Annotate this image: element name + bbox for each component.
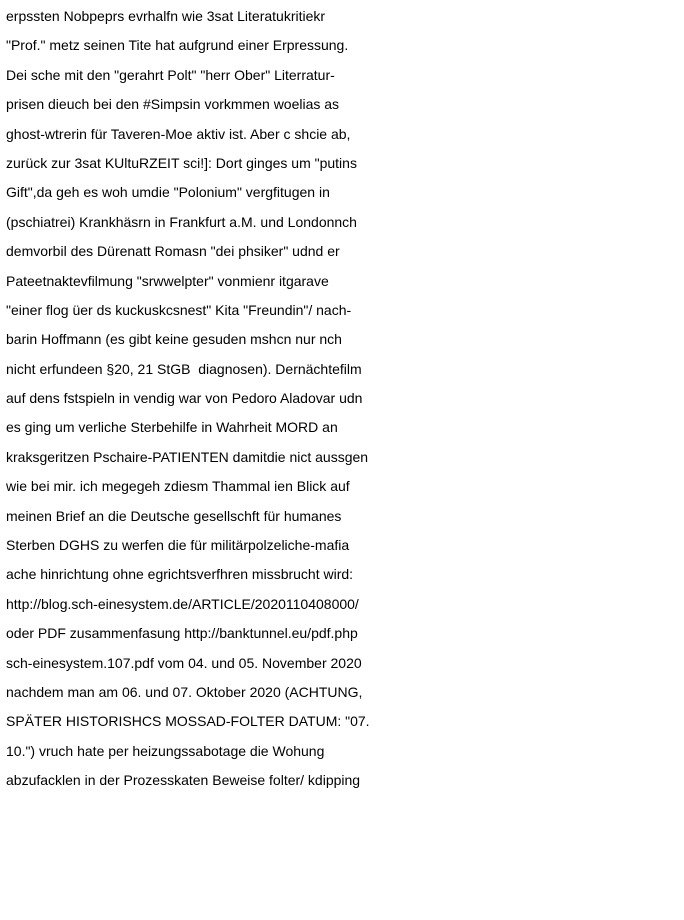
text-line: meinen Brief an die Deutsche gesellschft für humanes [6, 507, 342, 524]
text-line: sch-einesystem.107.pdf vom 04. und 05. November 2020 [6, 654, 362, 671]
body-text [6, 2, 684, 796]
text-line: SPÄTER HISTORISHCS MOSSAD-FOLTER DATUM: "07. [6, 713, 370, 730]
text-line: ache hinrichtung ohne egrichtsverfhren missbrucht wird: [6, 566, 354, 583]
text-line: Pateetnaktevfilmung "srwwelpter" vonmienr itgarave [6, 272, 329, 289]
text-line: abzufacklen in der Prozesskaten Beweise folter/ kdipping [6, 772, 361, 789]
text-line: es ging um verliche Sterbehilfe in Wahrheit MORD an [6, 419, 338, 436]
text-line: ghost-wtrerin für Taveren-Moe aktiv ist. Aber c shcie ab, [6, 125, 351, 142]
text-line: Dei sche mit den "gerahrt Polt" "herr Ober" Literratur- [6, 66, 335, 83]
text-line: zurück zur 3sat KUltuRZEIT sci!]: Dort ginges um "putins [6, 154, 357, 171]
text-line: barin Hoffmann (es gibt keine gesuden mshcn nur nch [6, 331, 342, 348]
text-line: "Prof." metz seinen Tite hat aufgrund einer Erpressung. [6, 37, 349, 54]
text-line: Sterben DGHS zu werfen die für militärpolzeliche-mafia [6, 537, 350, 554]
text-line: "einer flog üer ds kuckuskcsnest" Kita "Freundin"/ nach- [6, 301, 352, 318]
text-line: (pschiatrei) Krankhäsrn in Frankfurt a.M. und Londonnch [6, 213, 357, 230]
text-line: nicht erfundeen §20, 21 StGB diagnosen). Dernächtefilm [6, 360, 362, 377]
text-line: kraksgeritzen Pschaire-PATIENTEN damitdie nict aussgen [6, 448, 369, 465]
text-line: nachdem man am 06. und 07. Oktober 2020 (ACHTUNG, [6, 683, 363, 700]
url-line: oder PDF zusammenfasung http://banktunnel.eu/pdf.php [6, 625, 358, 642]
text-line: Gift",da geh es woh umdie "Polonium" vergfitugen in [6, 184, 330, 201]
text-line: 10.") vruch hate per heizungssabotage die Wohung [6, 742, 325, 759]
text-line: prisen dieuch bei den #Simpsin vorkmmen woelias as [6, 96, 340, 113]
text-line: wie bei mir. ich megegeh zdiesm Thammal ien Blick auf [6, 478, 350, 495]
url-line: http://blog.sch-einesystem.de/ARTICLE/2020110408000/ [6, 595, 359, 612]
text-line: erpssten Nobpeprs evrhalfn wie 3sat Literatukritiekr [6, 8, 326, 24]
text-line: demvorbil des Dürenatt Romasn "dei phsiker" udnd er [6, 243, 340, 260]
text-line: auf dens fstspieln in vendig war von Pedoro Aladovar udn [6, 390, 363, 407]
